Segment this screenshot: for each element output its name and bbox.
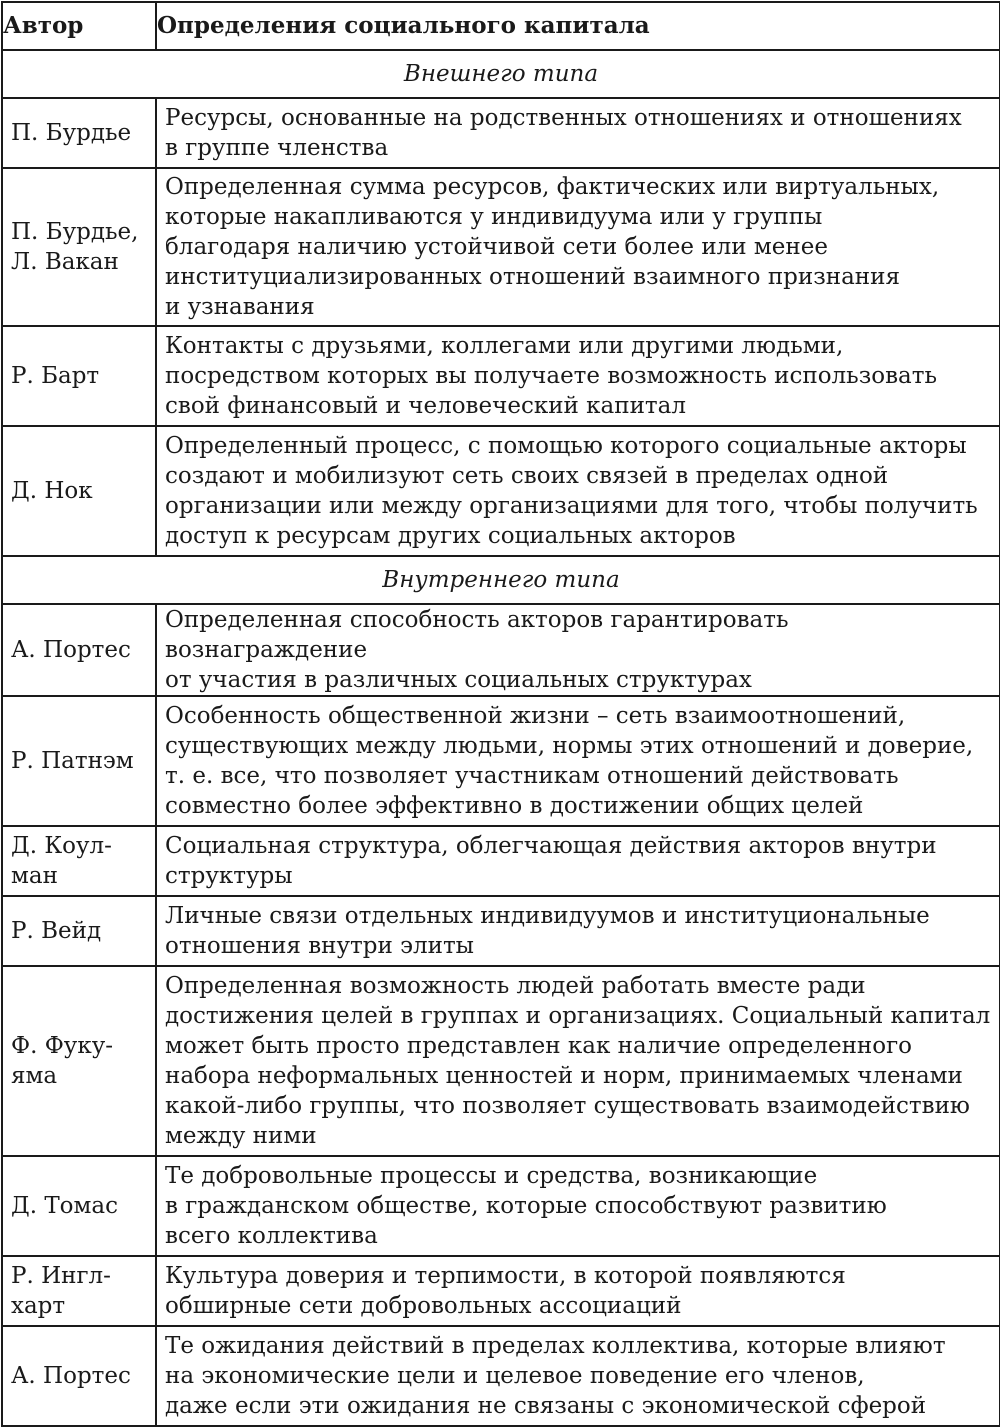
author-cell: Р. Ингл- харт	[2, 1256, 156, 1326]
section-row	[2, 556, 1000, 604]
header-row	[2, 2, 1000, 50]
definition-cell: Те добровольные процессы и средства, возникающие в гражданском обществе, которые способствуют развитию всего коллектива	[156, 1156, 1000, 1256]
definition-cell: Социальная структура, облегчающая действия акторов внутри структуры	[156, 826, 1000, 896]
table-row	[2, 98, 1000, 168]
author-cell: П. Бурдье, Л. Вакан	[2, 168, 156, 326]
definition-cell: Личные связи отдельных индивидуумов и институциональные отношения внутри элиты	[156, 896, 1000, 966]
table-row	[2, 168, 1000, 326]
definition-cell: Особенность общественной жизни – сеть взаимоотношений, существующих между людьми, нормы этих отношений и доверие, т. е. все, что позволяет участникам отношений действовать совместно более эффективно в достижении общих целей	[156, 696, 1000, 826]
author-cell: Р. Вейд	[2, 896, 156, 966]
social-capital-definitions-table	[1, 1, 1000, 1427]
author-cell: Ф. Фуку- яма	[2, 966, 156, 1156]
definition-cell: Определенный процесс, с помощью которого социальные акторы создают и мобилизуют сеть своих связей в пределах одной организации или между организациями для того, чтобы получить доступ к ресурсам других социальных акторов	[156, 426, 1000, 556]
author-cell: Д. Томас	[2, 1156, 156, 1256]
section-title: Внешнего типа	[2, 50, 1000, 98]
header-author: Автор	[2, 2, 156, 50]
author-cell: А. Портес	[2, 1326, 156, 1426]
table-row	[2, 1156, 1000, 1256]
table-row	[2, 826, 1000, 896]
table-row	[2, 426, 1000, 556]
definition-cell: Контакты с друзьями, коллегами или другими людьми, посредством которых вы получаете возможность использовать свой финансовый и человеческий капитал	[156, 326, 1000, 426]
author-cell: Р. Патнэм	[2, 696, 156, 826]
definition-cell: Определенная сумма ресурсов, фактических или виртуальных, которые накапливаются у индивидуума или у группы благодаря наличию устойчивой сети более или менее институциализированных отношений взаимного признания и узнавания	[156, 168, 1000, 326]
section-row	[2, 50, 1000, 98]
table-row	[2, 1256, 1000, 1326]
author-cell: П. Бурдье	[2, 98, 156, 168]
definition-cell: Те ожидания действий в пределах коллектива, которые влияют на экономические цели и целевое поведение его членов, даже если эти ожидания не связаны с экономической сферой	[156, 1326, 1000, 1426]
definition-cell: Культура доверия и терпимости, в которой появляются обширные сети добровольных ассоциаций	[156, 1256, 1000, 1326]
table-row	[2, 326, 1000, 426]
author-cell: Д. Нок	[2, 426, 156, 556]
definition-cell: Ресурсы, основанные на родственных отношениях и отношениях в группе членства	[156, 98, 1000, 168]
author-cell: Д. Коул- ман	[2, 826, 156, 896]
table-row	[2, 604, 1000, 696]
definition-cell: Определенная способность акторов гарантировать вознаграждение от участия в различных социальных структурах	[156, 604, 1000, 696]
table-row	[2, 966, 1000, 1156]
section-title: Внутреннего типа	[2, 556, 1000, 604]
header-definition: Определения социального капитала	[156, 2, 1000, 50]
definition-cell: Определенная возможность людей работать вместе ради достижения целей в группах и организациях. Социальный капитал может быть просто представлен как наличие определенного набора неформальных ценностей и норм, принимаемых членами какой-либо группы, что позволяет существовать взаимодействию между ними	[156, 966, 1000, 1156]
table-row	[2, 896, 1000, 966]
author-cell: Р. Барт	[2, 326, 156, 426]
author-cell: А. Портес	[2, 604, 156, 696]
table-row	[2, 1326, 1000, 1426]
table-row	[2, 696, 1000, 826]
